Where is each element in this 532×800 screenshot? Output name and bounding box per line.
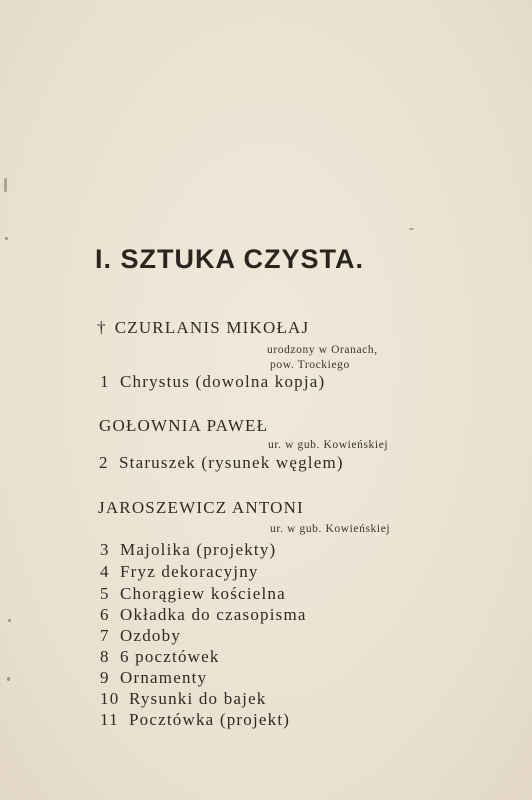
work-entry (100, 626, 181, 646)
work-entry (100, 540, 276, 560)
work-number: 7 (100, 626, 110, 645)
paper-speck (8, 619, 11, 622)
work-entry (100, 668, 207, 688)
deceased-mark: † (97, 318, 107, 337)
artist-origin-note: urodzony w Oranach, (267, 344, 378, 356)
artist-name: JAROSZEWICZ ANTONI (98, 498, 304, 517)
paper-speck (7, 677, 10, 681)
work-entry (99, 453, 344, 473)
artist-origin-note: pow. Trockiego (270, 359, 350, 371)
work-number: 6 (100, 605, 110, 624)
artist-name-text: CZURLANIS MIKOŁAJ (114, 318, 310, 337)
work-number: 1 (100, 372, 110, 391)
paper-speck (5, 237, 8, 240)
work-title: Ornamenty (120, 668, 208, 687)
work-number: 10 (100, 689, 120, 708)
artist-origin-note: ur. w gub. Kowieńskiej (268, 439, 389, 451)
work-title: Pocztówka (projekt) (129, 710, 291, 729)
work-number: 2 (99, 453, 109, 472)
work-number: 8 (100, 647, 110, 666)
paper-speck (409, 228, 414, 230)
work-title: Majolika (projekty) (120, 540, 277, 559)
work-number: 11 (100, 710, 119, 729)
work-entry (100, 584, 286, 604)
work-entry (100, 562, 259, 582)
artist-name: GOŁOWNIA PAWEŁ (99, 416, 269, 435)
artist-name (97, 318, 309, 338)
work-entry (100, 647, 220, 667)
work-title: Staruszek (rysunek węglem) (119, 453, 344, 472)
work-title: Okładka do czasopisma (120, 605, 307, 624)
work-number: 4 (100, 562, 110, 581)
work-entry (100, 605, 307, 625)
paper-speck (4, 178, 7, 192)
work-number: 9 (100, 668, 110, 687)
work-entry (100, 689, 267, 709)
work-entry (100, 372, 325, 392)
work-title: Chrystus (dowolna kopja) (120, 372, 326, 391)
work-title: Ozdoby (120, 626, 182, 645)
work-title: Fryz dekoracyjny (120, 562, 259, 581)
section-heading: I. SZTUKA CZYSTA. (95, 244, 364, 274)
work-title: 6 pocztówek (120, 647, 220, 666)
artist-origin-note: ur. w gub. Kowieńskiej (270, 523, 391, 535)
work-title: Rysunki do bajek (129, 689, 267, 708)
work-title: Chorągiew kościelna (120, 584, 286, 603)
work-number: 3 (100, 540, 110, 559)
work-number: 5 (100, 584, 110, 603)
work-entry (100, 710, 290, 730)
